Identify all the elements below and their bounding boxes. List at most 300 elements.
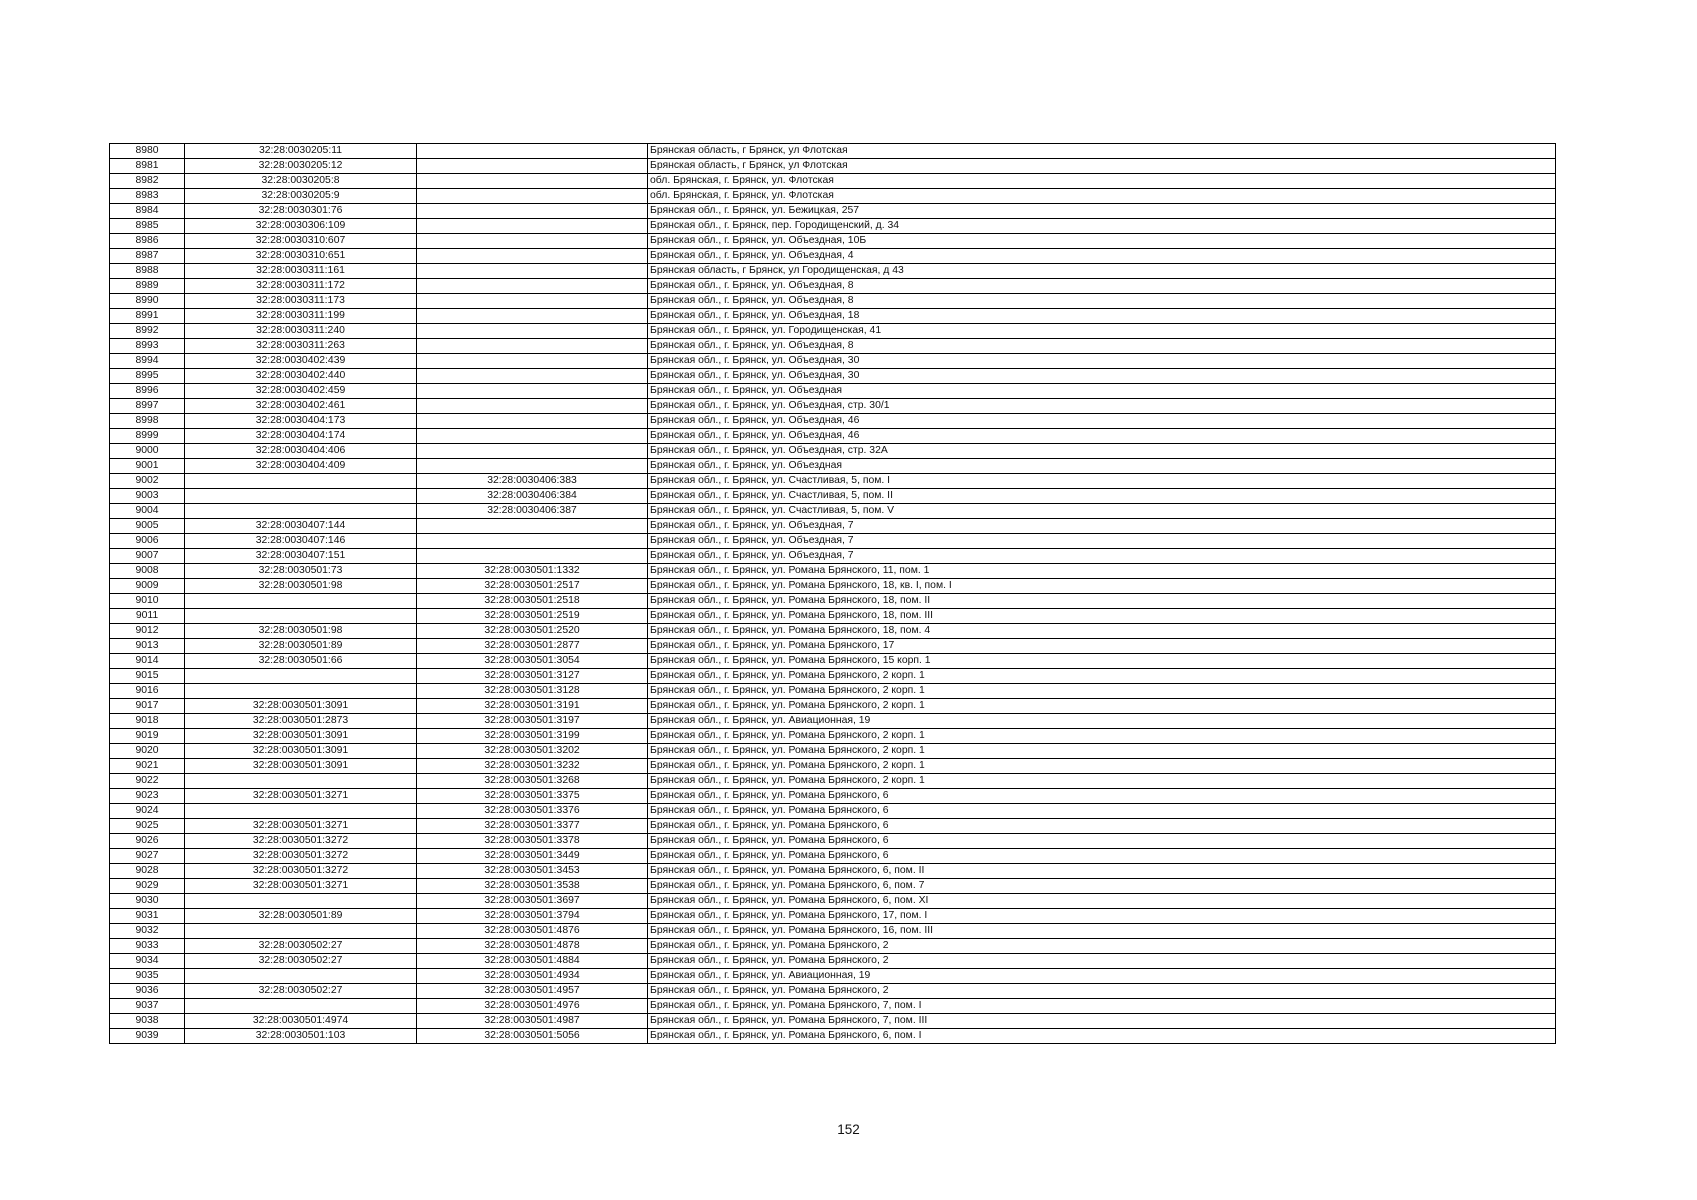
address-cell: Брянская обл., г. Брянск, ул. Объездная xyxy=(648,459,1556,474)
row-number-cell: 9027 xyxy=(110,849,185,864)
land-cadastral-number-cell: 32:28:0030310:607 xyxy=(185,234,417,249)
land-cadastral-number-cell: 32:28:0030205:9 xyxy=(185,189,417,204)
address-cell: Брянская обл., г. Брянск, ул. Романа Брянского, 18, пом. 4 xyxy=(648,624,1556,639)
table-row xyxy=(110,609,1556,624)
address-cell: Брянская обл., г. Брянск, ул. Романа Брянского, 18, пом. II xyxy=(648,594,1556,609)
registry-table xyxy=(109,143,1556,1044)
land-cadastral-number-cell: 32:28:0030205:11 xyxy=(185,144,417,159)
table-row xyxy=(110,174,1556,189)
row-number-cell: 9003 xyxy=(110,489,185,504)
land-cadastral-number-cell xyxy=(185,474,417,489)
object-cadastral-number-cell: 32:28:0030501:3794 xyxy=(417,909,648,924)
row-number-cell: 9009 xyxy=(110,579,185,594)
land-cadastral-number-cell: 32:28:0030404:174 xyxy=(185,429,417,444)
table-row xyxy=(110,774,1556,789)
row-number-cell: 9011 xyxy=(110,609,185,624)
address-cell: Брянская обл., г. Брянск, ул. Объездная, 8 xyxy=(648,279,1556,294)
object-cadastral-number-cell: 32:28:0030501:3268 xyxy=(417,774,648,789)
object-cadastral-number-cell xyxy=(417,549,648,564)
object-cadastral-number-cell xyxy=(417,339,648,354)
address-cell: Брянская обл., г. Брянск, ул. Романа Брянского, 2 xyxy=(648,984,1556,999)
row-number-cell: 9013 xyxy=(110,639,185,654)
row-number-cell: 9000 xyxy=(110,444,185,459)
land-cadastral-number-cell: 32:28:0030501:73 xyxy=(185,564,417,579)
table-row xyxy=(110,279,1556,294)
address-cell: Брянская область, г Брянск, ул Флотская xyxy=(648,159,1556,174)
object-cadastral-number-cell xyxy=(417,204,648,219)
object-cadastral-number-cell: 32:28:0030501:2517 xyxy=(417,579,648,594)
land-cadastral-number-cell xyxy=(185,969,417,984)
address-cell: обл. Брянская, г. Брянск, ул. Флотская xyxy=(648,189,1556,204)
land-cadastral-number-cell xyxy=(185,894,417,909)
address-cell: Брянская обл., г. Брянск, ул. Романа Брянского, 2 корп. 1 xyxy=(648,684,1556,699)
row-number-cell: 9037 xyxy=(110,999,185,1014)
table-row xyxy=(110,459,1556,474)
object-cadastral-number-cell: 32:28:0030501:3377 xyxy=(417,819,648,834)
object-cadastral-number-cell xyxy=(417,279,648,294)
land-cadastral-number-cell xyxy=(185,669,417,684)
object-cadastral-number-cell xyxy=(417,429,648,444)
address-cell: Брянская обл., г. Брянск, ул. Счастливая, 5, пом. I xyxy=(648,474,1556,489)
object-cadastral-number-cell: 32:28:0030501:3697 xyxy=(417,894,648,909)
land-cadastral-number-cell: 32:28:0030502:27 xyxy=(185,939,417,954)
address-cell: Брянская обл., г. Брянск, ул. Романа Брянского, 7, пом. III xyxy=(648,1014,1556,1029)
object-cadastral-number-cell: 32:28:0030406:383 xyxy=(417,474,648,489)
object-cadastral-number-cell xyxy=(417,249,648,264)
land-cadastral-number-cell: 32:28:0030501:3091 xyxy=(185,729,417,744)
table-row xyxy=(110,534,1556,549)
address-cell: Брянская обл., г. Брянск, ул. Романа Брянского, 2 корп. 1 xyxy=(648,774,1556,789)
address-cell: Брянская обл., г. Брянск, ул. Романа Брянского, 11, пом. 1 xyxy=(648,564,1556,579)
address-cell: обл. Брянская, г. Брянск, ул. Флотская xyxy=(648,174,1556,189)
object-cadastral-number-cell: 32:28:0030501:3538 xyxy=(417,879,648,894)
land-cadastral-number-cell: 32:28:0030501:3272 xyxy=(185,864,417,879)
address-cell: Брянская обл., г. Брянск, ул. Авиационная, 19 xyxy=(648,714,1556,729)
object-cadastral-number-cell xyxy=(417,459,648,474)
object-cadastral-number-cell: 32:28:0030501:1332 xyxy=(417,564,648,579)
table-row xyxy=(110,324,1556,339)
address-cell: Брянская обл., г. Брянск, ул. Романа Брянского, 6 xyxy=(648,819,1556,834)
address-cell: Брянская обл., г. Брянск, ул. Авиационная, 19 xyxy=(648,969,1556,984)
table-row xyxy=(110,444,1556,459)
land-cadastral-number-cell: 32:28:0030402:461 xyxy=(185,399,417,414)
land-cadastral-number-cell: 32:28:0030501:3271 xyxy=(185,789,417,804)
address-cell: Брянская обл., г. Брянск, ул. Объездная, 4 xyxy=(648,249,1556,264)
table-row xyxy=(110,654,1556,669)
land-cadastral-number-cell: 32:28:0030501:66 xyxy=(185,654,417,669)
object-cadastral-number-cell: 32:28:0030501:4878 xyxy=(417,939,648,954)
address-cell: Брянская обл., г. Брянск, ул. Объездная, стр. 32А xyxy=(648,444,1556,459)
table-row xyxy=(110,414,1556,429)
address-cell: Брянская обл., г. Брянск, ул. Объездная, 7 xyxy=(648,549,1556,564)
table-row xyxy=(110,264,1556,279)
address-cell: Брянская обл., г. Брянск, ул. Романа Брянского, 6 xyxy=(648,834,1556,849)
address-cell: Брянская обл., г. Брянск, пер. Городищенский, д. 34 xyxy=(648,219,1556,234)
row-number-cell: 9004 xyxy=(110,504,185,519)
object-cadastral-number-cell: 32:28:0030501:4934 xyxy=(417,969,648,984)
object-cadastral-number-cell: 32:28:0030501:3453 xyxy=(417,864,648,879)
land-cadastral-number-cell xyxy=(185,489,417,504)
object-cadastral-number-cell xyxy=(417,159,648,174)
table-row xyxy=(110,369,1556,384)
address-cell: Брянская обл., г. Брянск, ул. Бежицкая, 257 xyxy=(648,204,1556,219)
object-cadastral-number-cell: 32:28:0030501:3054 xyxy=(417,654,648,669)
row-number-cell: 9016 xyxy=(110,684,185,699)
land-cadastral-number-cell: 32:28:0030502:27 xyxy=(185,954,417,969)
land-cadastral-number-cell xyxy=(185,594,417,609)
address-cell: Брянская обл., г. Брянск, ул. Романа Брянского, 17, пом. I xyxy=(648,909,1556,924)
address-cell: Брянская обл., г. Брянск, ул. Романа Брянского, 6, пом. XI xyxy=(648,894,1556,909)
land-cadastral-number-cell: 32:28:0030205:8 xyxy=(185,174,417,189)
row-number-cell: 8996 xyxy=(110,384,185,399)
address-cell: Брянская обл., г. Брянск, ул. Романа Брянского, 2 корп. 1 xyxy=(648,729,1556,744)
address-cell: Брянская обл., г. Брянск, ул. Романа Брянского, 2 корп. 1 xyxy=(648,759,1556,774)
address-cell: Брянская обл., г. Брянск, ул. Счастливая, 5, пом. II xyxy=(648,489,1556,504)
table-row xyxy=(110,894,1556,909)
table-row xyxy=(110,429,1556,444)
object-cadastral-number-cell: 32:28:0030501:3197 xyxy=(417,714,648,729)
object-cadastral-number-cell: 32:28:0030501:3376 xyxy=(417,804,648,819)
row-number-cell: 8990 xyxy=(110,294,185,309)
object-cadastral-number-cell: 32:28:0030501:4976 xyxy=(417,999,648,1014)
table-row xyxy=(110,1014,1556,1029)
address-cell: Брянская обл., г. Брянск, ул. Объездная, 7 xyxy=(648,534,1556,549)
object-cadastral-number-cell: 32:28:0030501:2518 xyxy=(417,594,648,609)
object-cadastral-number-cell xyxy=(417,144,648,159)
land-cadastral-number-cell: 32:28:0030311:172 xyxy=(185,279,417,294)
row-number-cell: 9036 xyxy=(110,984,185,999)
row-number-cell: 9030 xyxy=(110,894,185,909)
table-row xyxy=(110,144,1556,159)
registry-table-body xyxy=(110,144,1556,1044)
object-cadastral-number-cell xyxy=(417,264,648,279)
table-row xyxy=(110,729,1556,744)
table-row xyxy=(110,234,1556,249)
row-number-cell: 8986 xyxy=(110,234,185,249)
row-number-cell: 9005 xyxy=(110,519,185,534)
row-number-cell: 9015 xyxy=(110,669,185,684)
address-cell: Брянская обл., г. Брянск, ул. Объездная, 30 xyxy=(648,369,1556,384)
land-cadastral-number-cell: 32:28:0030310:651 xyxy=(185,249,417,264)
table-row xyxy=(110,1029,1556,1044)
address-cell: Брянская обл., г. Брянск, ул. Романа Брянского, 2 корп. 1 xyxy=(648,669,1556,684)
address-cell: Брянская обл., г. Брянск, ул. Романа Брянского, 17 xyxy=(648,639,1556,654)
land-cadastral-number-cell xyxy=(185,504,417,519)
address-cell: Брянская обл., г. Брянск, ул. Городищенская, 41 xyxy=(648,324,1556,339)
row-number-cell: 9034 xyxy=(110,954,185,969)
land-cadastral-number-cell: 32:28:0030501:89 xyxy=(185,909,417,924)
row-number-cell: 8983 xyxy=(110,189,185,204)
row-number-cell: 9035 xyxy=(110,969,185,984)
table-row xyxy=(110,399,1556,414)
table-row xyxy=(110,999,1556,1014)
row-number-cell: 9002 xyxy=(110,474,185,489)
row-number-cell: 8993 xyxy=(110,339,185,354)
table-row xyxy=(110,954,1556,969)
row-number-cell: 8985 xyxy=(110,219,185,234)
address-cell: Брянская обл., г. Брянск, ул. Счастливая, 5, пом. V xyxy=(648,504,1556,519)
address-cell: Брянская обл., г. Брянск, ул. Романа Брянского, 6, пом. I xyxy=(648,1029,1556,1044)
object-cadastral-number-cell: 32:28:0030501:2520 xyxy=(417,624,648,639)
object-cadastral-number-cell: 32:28:0030501:4987 xyxy=(417,1014,648,1029)
object-cadastral-number-cell: 32:28:0030501:4884 xyxy=(417,954,648,969)
address-cell: Брянская обл., г. Брянск, ул. Объездная xyxy=(648,384,1556,399)
row-number-cell: 8987 xyxy=(110,249,185,264)
object-cadastral-number-cell xyxy=(417,219,648,234)
row-number-cell: 9024 xyxy=(110,804,185,819)
object-cadastral-number-cell: 32:28:0030406:384 xyxy=(417,489,648,504)
row-number-cell: 9025 xyxy=(110,819,185,834)
table-row xyxy=(110,549,1556,564)
land-cadastral-number-cell: 32:28:0030501:4974 xyxy=(185,1014,417,1029)
row-number-cell: 8998 xyxy=(110,414,185,429)
row-number-cell: 9006 xyxy=(110,534,185,549)
object-cadastral-number-cell xyxy=(417,534,648,549)
address-cell: Брянская обл., г. Брянск, ул. Романа Брянского, 2 xyxy=(648,954,1556,969)
table-row xyxy=(110,939,1556,954)
table-row xyxy=(110,219,1556,234)
row-number-cell: 8991 xyxy=(110,309,185,324)
table-row xyxy=(110,639,1556,654)
land-cadastral-number-cell xyxy=(185,774,417,789)
table-row xyxy=(110,474,1556,489)
table-row xyxy=(110,579,1556,594)
object-cadastral-number-cell xyxy=(417,234,648,249)
table-row xyxy=(110,339,1556,354)
land-cadastral-number-cell: 32:28:0030311:240 xyxy=(185,324,417,339)
address-cell: Брянская обл., г. Брянск, ул. Романа Брянского, 6, пом. II xyxy=(648,864,1556,879)
address-cell: Брянская обл., г. Брянск, ул. Объездная, 10Б xyxy=(648,234,1556,249)
address-cell: Брянская обл., г. Брянск, ул. Романа Брянского, 6 xyxy=(648,789,1556,804)
object-cadastral-number-cell xyxy=(417,369,648,384)
object-cadastral-number-cell: 32:28:0030501:3232 xyxy=(417,759,648,774)
address-cell: Брянская обл., г. Брянск, ул. Объездная, 8 xyxy=(648,339,1556,354)
object-cadastral-number-cell: 32:28:0030406:387 xyxy=(417,504,648,519)
table-row xyxy=(110,159,1556,174)
address-cell: Брянская обл., г. Брянск, ул. Романа Брянского, 2 корп. 1 xyxy=(648,699,1556,714)
table-row xyxy=(110,519,1556,534)
land-cadastral-number-cell: 32:28:0030501:3091 xyxy=(185,699,417,714)
row-number-cell: 9014 xyxy=(110,654,185,669)
land-cadastral-number-cell xyxy=(185,609,417,624)
table-row xyxy=(110,699,1556,714)
address-cell: Брянская обл., г. Брянск, ул. Объездная, 18 xyxy=(648,309,1556,324)
address-cell: Брянская обл., г. Брянск, ул. Романа Брянского, 18, пом. III xyxy=(648,609,1556,624)
object-cadastral-number-cell xyxy=(417,294,648,309)
address-cell: Брянская обл., г. Брянск, ул. Объездная, 46 xyxy=(648,414,1556,429)
land-cadastral-number-cell: 32:28:0030402:440 xyxy=(185,369,417,384)
address-cell: Брянская обл., г. Брянск, ул. Романа Брянского, 2 xyxy=(648,939,1556,954)
row-number-cell: 9029 xyxy=(110,879,185,894)
table-row xyxy=(110,714,1556,729)
row-number-cell: 9033 xyxy=(110,939,185,954)
land-cadastral-number-cell: 32:28:0030306:109 xyxy=(185,219,417,234)
land-cadastral-number-cell: 32:28:0030404:406 xyxy=(185,444,417,459)
object-cadastral-number-cell: 32:28:0030501:4957 xyxy=(417,984,648,999)
table-row xyxy=(110,684,1556,699)
row-number-cell: 9017 xyxy=(110,699,185,714)
object-cadastral-number-cell xyxy=(417,354,648,369)
table-row xyxy=(110,819,1556,834)
land-cadastral-number-cell xyxy=(185,999,417,1014)
row-number-cell: 8981 xyxy=(110,159,185,174)
object-cadastral-number-cell: 32:28:0030501:3375 xyxy=(417,789,648,804)
address-cell: Брянская обл., г. Брянск, ул. Объездная, 7 xyxy=(648,519,1556,534)
row-number-cell: 9038 xyxy=(110,1014,185,1029)
table-row xyxy=(110,249,1556,264)
land-cadastral-number-cell: 32:28:0030501:3272 xyxy=(185,834,417,849)
table-row xyxy=(110,504,1556,519)
land-cadastral-number-cell: 32:28:0030407:151 xyxy=(185,549,417,564)
land-cadastral-number-cell: 32:28:0030404:409 xyxy=(185,459,417,474)
land-cadastral-number-cell xyxy=(185,924,417,939)
land-cadastral-number-cell: 32:28:0030501:103 xyxy=(185,1029,417,1044)
address-cell: Брянская обл., г. Брянск, ул. Объездная, 8 xyxy=(648,294,1556,309)
row-number-cell: 8992 xyxy=(110,324,185,339)
land-cadastral-number-cell: 32:28:0030501:2873 xyxy=(185,714,417,729)
row-number-cell: 9028 xyxy=(110,864,185,879)
address-cell: Брянская область, г Брянск, ул Флотская xyxy=(648,144,1556,159)
object-cadastral-number-cell xyxy=(417,324,648,339)
table-row xyxy=(110,969,1556,984)
table-row xyxy=(110,744,1556,759)
object-cadastral-number-cell: 32:28:0030501:5056 xyxy=(417,1029,648,1044)
land-cadastral-number-cell: 32:28:0030404:173 xyxy=(185,414,417,429)
table-row xyxy=(110,204,1556,219)
address-cell: Брянская обл., г. Брянск, ул. Романа Брянского, 6, пом. 7 xyxy=(648,879,1556,894)
address-cell: Брянская обл., г. Брянск, ул. Романа Брянского, 6 xyxy=(648,849,1556,864)
row-number-cell: 8984 xyxy=(110,204,185,219)
land-cadastral-number-cell: 32:28:0030501:3091 xyxy=(185,759,417,774)
object-cadastral-number-cell: 32:28:0030501:3199 xyxy=(417,729,648,744)
row-number-cell: 9031 xyxy=(110,909,185,924)
address-cell: Брянская обл., г. Брянск, ул. Романа Брянского, 18, кв. I, пом. I xyxy=(648,579,1556,594)
object-cadastral-number-cell: 32:28:0030501:3378 xyxy=(417,834,648,849)
row-number-cell: 9008 xyxy=(110,564,185,579)
address-cell: Брянская обл., г. Брянск, ул. Романа Брянского, 15 корп. 1 xyxy=(648,654,1556,669)
object-cadastral-number-cell: 32:28:0030501:3449 xyxy=(417,849,648,864)
land-cadastral-number-cell: 32:28:0030501:3271 xyxy=(185,819,417,834)
land-cadastral-number-cell xyxy=(185,804,417,819)
object-cadastral-number-cell: 32:28:0030501:3127 xyxy=(417,669,648,684)
object-cadastral-number-cell: 32:28:0030501:2877 xyxy=(417,639,648,654)
row-number-cell: 9007 xyxy=(110,549,185,564)
table-row xyxy=(110,354,1556,369)
row-number-cell: 8988 xyxy=(110,264,185,279)
object-cadastral-number-cell: 32:28:0030501:3202 xyxy=(417,744,648,759)
row-number-cell: 9012 xyxy=(110,624,185,639)
table-row xyxy=(110,864,1556,879)
row-number-cell: 8994 xyxy=(110,354,185,369)
land-cadastral-number-cell: 32:28:0030301:76 xyxy=(185,204,417,219)
object-cadastral-number-cell: 32:28:0030501:4876 xyxy=(417,924,648,939)
row-number-cell: 9020 xyxy=(110,744,185,759)
land-cadastral-number-cell: 32:28:0030501:98 xyxy=(185,579,417,594)
address-cell: Брянская область, г Брянск, ул Городищенская, д 43 xyxy=(648,264,1556,279)
row-number-cell: 8982 xyxy=(110,174,185,189)
row-number-cell: 9039 xyxy=(110,1029,185,1044)
object-cadastral-number-cell: 32:28:0030501:2519 xyxy=(417,609,648,624)
table-row xyxy=(110,189,1556,204)
row-number-cell: 9019 xyxy=(110,729,185,744)
land-cadastral-number-cell: 32:28:0030502:27 xyxy=(185,984,417,999)
object-cadastral-number-cell: 32:28:0030501:3128 xyxy=(417,684,648,699)
object-cadastral-number-cell xyxy=(417,309,648,324)
table-row xyxy=(110,624,1556,639)
row-number-cell: 8999 xyxy=(110,429,185,444)
row-number-cell: 8997 xyxy=(110,399,185,414)
address-cell: Брянская обл., г. Брянск, ул. Объездная, стр. 30/1 xyxy=(648,399,1556,414)
table-row xyxy=(110,669,1556,684)
table-row xyxy=(110,759,1556,774)
row-number-cell: 9018 xyxy=(110,714,185,729)
table-row xyxy=(110,804,1556,819)
address-cell: Брянская обл., г. Брянск, ул. Романа Брянского, 7, пом. I xyxy=(648,999,1556,1014)
table-row xyxy=(110,564,1556,579)
land-cadastral-number-cell xyxy=(185,684,417,699)
land-cadastral-number-cell: 32:28:0030311:161 xyxy=(185,264,417,279)
land-cadastral-number-cell: 32:28:0030501:89 xyxy=(185,639,417,654)
row-number-cell: 8989 xyxy=(110,279,185,294)
land-cadastral-number-cell: 32:28:0030501:3272 xyxy=(185,849,417,864)
row-number-cell: 9026 xyxy=(110,834,185,849)
table-row xyxy=(110,309,1556,324)
address-cell: Брянская обл., г. Брянск, ул. Романа Брянского, 6 xyxy=(648,804,1556,819)
object-cadastral-number-cell xyxy=(417,174,648,189)
row-number-cell: 9032 xyxy=(110,924,185,939)
table-row xyxy=(110,594,1556,609)
object-cadastral-number-cell xyxy=(417,399,648,414)
row-number-cell: 9021 xyxy=(110,759,185,774)
table-row xyxy=(110,294,1556,309)
object-cadastral-number-cell xyxy=(417,444,648,459)
land-cadastral-number-cell: 32:28:0030311:263 xyxy=(185,339,417,354)
object-cadastral-number-cell xyxy=(417,519,648,534)
table-row xyxy=(110,879,1556,894)
land-cadastral-number-cell: 32:28:0030407:144 xyxy=(185,519,417,534)
row-number-cell: 9001 xyxy=(110,459,185,474)
land-cadastral-number-cell: 32:28:0030311:199 xyxy=(185,309,417,324)
table-row xyxy=(110,849,1556,864)
row-number-cell: 8995 xyxy=(110,369,185,384)
land-cadastral-number-cell: 32:28:0030311:173 xyxy=(185,294,417,309)
table-row xyxy=(110,834,1556,849)
address-cell: Брянская обл., г. Брянск, ул. Романа Брянского, 2 корп. 1 xyxy=(648,744,1556,759)
table-row xyxy=(110,924,1556,939)
row-number-cell: 9022 xyxy=(110,774,185,789)
land-cadastral-number-cell: 32:28:0030407:146 xyxy=(185,534,417,549)
table-row xyxy=(110,489,1556,504)
row-number-cell: 8980 xyxy=(110,144,185,159)
address-cell: Брянская обл., г. Брянск, ул. Объездная, 46 xyxy=(648,429,1556,444)
land-cadastral-number-cell: 32:28:0030501:3091 xyxy=(185,744,417,759)
page-number: 152 xyxy=(837,1122,860,1137)
object-cadastral-number-cell: 32:28:0030501:3191 xyxy=(417,699,648,714)
table-row xyxy=(110,789,1556,804)
land-cadastral-number-cell: 32:28:0030402:439 xyxy=(185,354,417,369)
table-row xyxy=(110,384,1556,399)
row-number-cell: 9010 xyxy=(110,594,185,609)
land-cadastral-number-cell: 32:28:0030205:12 xyxy=(185,159,417,174)
land-cadastral-number-cell: 32:28:0030402:459 xyxy=(185,384,417,399)
land-cadastral-number-cell: 32:28:0030501:98 xyxy=(185,624,417,639)
table-row xyxy=(110,909,1556,924)
object-cadastral-number-cell xyxy=(417,384,648,399)
address-cell: Брянская обл., г. Брянск, ул. Романа Брянского, 16, пом. III xyxy=(648,924,1556,939)
table-row xyxy=(110,984,1556,999)
address-cell: Брянская обл., г. Брянск, ул. Объездная, 30 xyxy=(648,354,1556,369)
object-cadastral-number-cell xyxy=(417,414,648,429)
